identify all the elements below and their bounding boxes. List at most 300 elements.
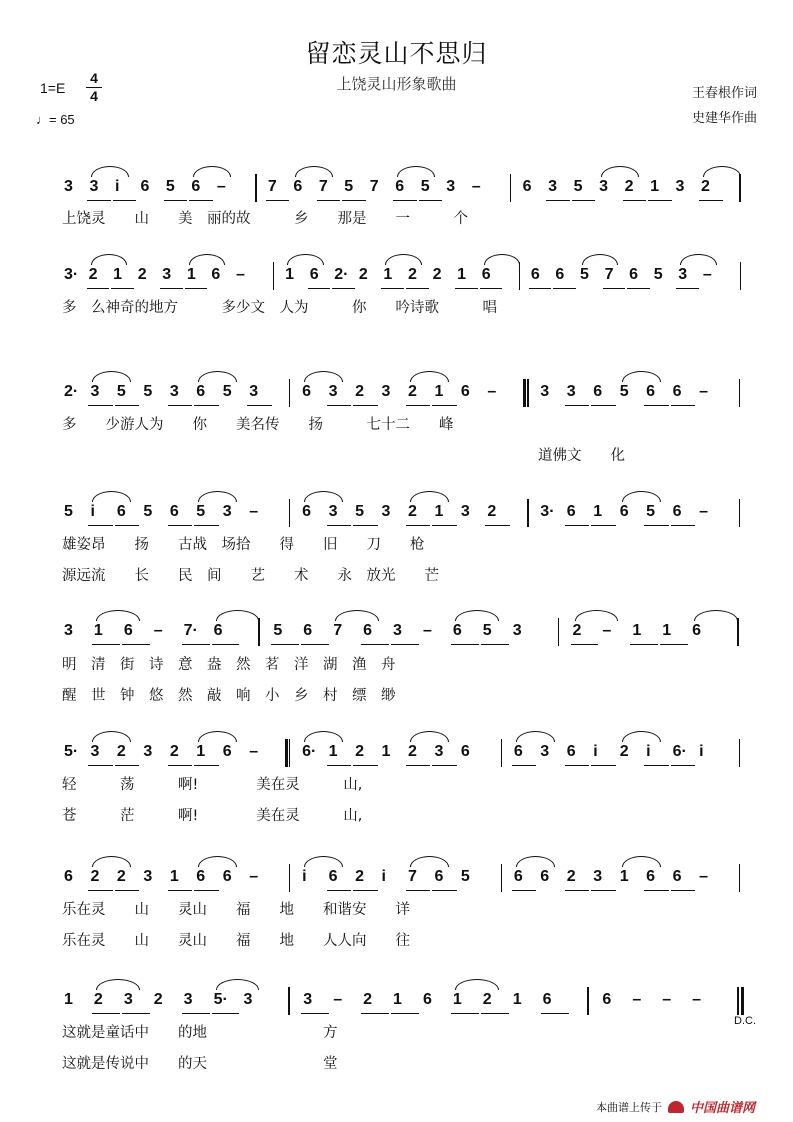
slur (410, 731, 449, 742)
barline (558, 618, 560, 646)
sustain-dash: – (699, 868, 708, 885)
beam (115, 405, 139, 406)
note: 5 (64, 503, 73, 520)
lyricist-credit: 王春根作词 (691, 86, 757, 101)
sustain-dash: – (422, 622, 432, 639)
barline (289, 864, 291, 892)
note: 6 (303, 622, 313, 639)
note: 3 (143, 868, 153, 885)
beam (111, 288, 134, 289)
beam (164, 200, 187, 201)
note: 6 (363, 622, 373, 639)
note: 1 (619, 868, 629, 885)
note: 6 (481, 266, 491, 283)
note: 6 (513, 868, 523, 885)
beam (660, 644, 688, 645)
beam (88, 525, 112, 526)
beam (432, 890, 456, 891)
beam (565, 765, 589, 766)
beam (212, 1013, 240, 1014)
beam (266, 200, 289, 201)
beam (603, 288, 626, 289)
note: 2 (487, 503, 497, 520)
slur (680, 254, 716, 265)
slur (622, 731, 661, 742)
note: 6 (593, 383, 603, 400)
beam (194, 765, 218, 766)
beam (451, 1013, 479, 1014)
beam (189, 200, 212, 201)
note: 5 (653, 266, 663, 283)
beam (361, 644, 389, 645)
note: 5 (619, 383, 629, 400)
beam (342, 200, 365, 201)
note: 5 (646, 503, 656, 520)
note: 6 (140, 178, 150, 195)
note: 6 (196, 868, 206, 885)
note: 3 (123, 991, 133, 1008)
note: 2 (169, 743, 179, 760)
beam (168, 405, 192, 406)
note: i (593, 743, 598, 760)
note: 6 (116, 503, 126, 520)
note: 1 (113, 266, 123, 283)
beam (391, 644, 419, 645)
note: 6 (64, 868, 73, 885)
beam (481, 1013, 509, 1014)
note: 2 (358, 266, 368, 283)
note: 3· (540, 503, 555, 520)
beam (406, 890, 430, 891)
beam (327, 525, 351, 526)
slur (92, 856, 131, 867)
beam (644, 890, 668, 891)
barline (289, 739, 291, 767)
sustain-dash: – (699, 383, 708, 400)
note: 6 (422, 991, 432, 1008)
beam (565, 405, 589, 406)
note: 6 (211, 266, 221, 283)
note: 2 (355, 868, 364, 885)
beam (317, 200, 340, 201)
beam (676, 288, 699, 289)
beam (451, 644, 479, 645)
note: 7 (369, 178, 379, 195)
sustain-dash: – (471, 178, 481, 195)
slur (575, 610, 619, 621)
note: 3 (222, 503, 232, 520)
note: 5 (482, 622, 492, 639)
beam (182, 1013, 210, 1014)
beam (87, 200, 110, 201)
slur (410, 491, 449, 502)
beam (115, 525, 139, 526)
sustain-dash: – (153, 622, 163, 639)
note: 2 (137, 266, 147, 283)
beam (512, 765, 536, 766)
beam (115, 765, 139, 766)
note: 5 (460, 868, 470, 885)
note: 3· (64, 266, 79, 283)
note: 2 (572, 622, 582, 639)
site-name: 中国曲谱网 (690, 1101, 756, 1116)
barline (288, 987, 290, 1015)
beam (194, 405, 218, 406)
note: 2· (64, 383, 79, 400)
slur (216, 979, 260, 990)
slur (601, 166, 639, 177)
beam (644, 405, 668, 406)
slur (484, 254, 520, 265)
beam (480, 288, 503, 289)
notation-row (0, 983, 793, 1023)
note: 3 (243, 991, 253, 1008)
beam (353, 525, 377, 526)
sustain-dash: – (662, 991, 672, 1008)
barline (527, 379, 529, 407)
note: 3 (90, 383, 100, 400)
beam (406, 525, 430, 526)
beam (212, 644, 240, 645)
note: 6 (542, 991, 552, 1008)
beam (194, 525, 218, 526)
beam (565, 890, 589, 891)
slur (91, 166, 129, 177)
note: 3 (381, 503, 391, 520)
note: 5 (420, 178, 430, 195)
slur (216, 610, 260, 621)
note: 6 (566, 503, 576, 520)
beam (591, 890, 615, 891)
slur (198, 371, 237, 382)
lyric-line: 苍 茫 啊! 美在灵 山, (62, 808, 363, 824)
beam (529, 288, 552, 289)
note: i (114, 178, 120, 195)
sustain-dash: – (702, 266, 712, 283)
lyric-line: 这就是童话中 的地 方 (62, 1025, 338, 1041)
note: 6 (293, 178, 303, 195)
note: 2 (88, 266, 98, 283)
note: 2 (408, 503, 417, 520)
lyric-line: 道佛文 化 (538, 448, 625, 464)
note: 2 (408, 266, 417, 283)
barline (273, 262, 275, 290)
note: 5· (213, 991, 228, 1008)
note: 3 (183, 991, 193, 1008)
beam (671, 890, 695, 891)
note: 3 (446, 178, 456, 195)
lyric-line: 醒 世 钟 悠 然 敲 响 小 乡 村 缥 缈 (62, 688, 396, 704)
note: 7 (267, 178, 277, 195)
slur (295, 166, 333, 177)
slur (703, 166, 741, 177)
note: 6· (672, 743, 687, 760)
slur (198, 731, 237, 742)
beam (168, 765, 192, 766)
beam (301, 644, 329, 645)
sustain-dash: – (487, 383, 497, 400)
note: 6 (522, 178, 532, 195)
beam (353, 405, 377, 406)
note: 6 (555, 266, 565, 283)
note: 1 (632, 622, 642, 639)
note: 6 (513, 743, 523, 760)
note: 6 (222, 868, 232, 885)
note: 2 (153, 991, 163, 1008)
slur (304, 491, 343, 502)
beam (512, 890, 536, 891)
beam (113, 200, 136, 201)
slur (189, 254, 225, 265)
beam (168, 890, 192, 891)
beam (381, 288, 404, 289)
beam (541, 1013, 569, 1014)
lyric-line: 上饶灵 山 美 丽的故 乡 那是 一 个 (62, 211, 468, 227)
note: 3 (162, 266, 172, 283)
note: 3 (675, 178, 685, 195)
slur (622, 856, 661, 867)
slur (455, 979, 499, 990)
beam (627, 288, 650, 289)
time-signature (86, 71, 102, 104)
note: 6 (672, 503, 682, 520)
note: 2 (408, 743, 417, 760)
note: 6 (460, 743, 470, 760)
slur (96, 610, 140, 621)
sustain-dash: – (632, 991, 642, 1008)
barline (501, 864, 503, 892)
footer-text: 本曲谱上传于 (596, 1100, 662, 1114)
barline (527, 499, 529, 527)
barline (739, 174, 741, 202)
note: 2 (355, 743, 364, 760)
slur (304, 371, 343, 382)
sustain-dash: – (249, 743, 259, 760)
note: 6 (672, 868, 682, 885)
lyric-line: 轻 荡 啊! 美在灵 山, (62, 777, 363, 793)
note: 5 (116, 383, 126, 400)
beam (88, 405, 112, 406)
beam (87, 288, 110, 289)
slur (198, 856, 237, 867)
slur (516, 856, 555, 867)
note: 2 (482, 991, 492, 1008)
beam (391, 1013, 419, 1014)
barline (739, 739, 741, 767)
note: 6 (602, 991, 612, 1008)
note: 6 (395, 178, 405, 195)
beam (122, 1013, 150, 1014)
barline (737, 618, 739, 646)
note: 2 (116, 743, 126, 760)
beam (419, 200, 442, 201)
note: 1 (196, 743, 206, 760)
slur (304, 856, 343, 867)
barline (739, 379, 741, 407)
note: 1 (457, 266, 467, 283)
note: 2 (90, 868, 100, 885)
slur (193, 166, 231, 177)
note: 5 (573, 178, 583, 195)
beam (327, 890, 351, 891)
composer-credit: 史建华作曲 (691, 111, 757, 126)
note: 6 (123, 622, 133, 639)
beam (393, 200, 416, 201)
note: 3 (169, 383, 179, 400)
note: 2 (93, 991, 103, 1008)
note: 3 (512, 622, 522, 639)
beam (88, 765, 112, 766)
beam (481, 644, 509, 645)
note: 1 (452, 991, 462, 1008)
beam (406, 765, 430, 766)
note: 5 (222, 383, 232, 400)
barline (519, 262, 521, 290)
sustain-dash: – (699, 503, 708, 520)
sustain-dash: – (216, 178, 226, 195)
beam (644, 765, 668, 766)
note: 6 (213, 622, 223, 639)
note: 5 (273, 622, 283, 639)
beam (185, 288, 208, 289)
beam (122, 644, 150, 645)
song-subtitle: 上饶灵山形象歌曲 (336, 75, 457, 93)
beam (406, 405, 430, 406)
note: 6 (302, 503, 312, 520)
beam (699, 200, 722, 201)
sustain-dash: – (236, 266, 245, 283)
note: 2 (408, 383, 417, 400)
note: 6 (196, 383, 206, 400)
note: 6 (309, 266, 319, 283)
note: 6 (222, 743, 232, 760)
note: 6 (328, 868, 338, 885)
beam (301, 1013, 329, 1014)
note: 2 (363, 991, 373, 1008)
time-signature-top: 4 (90, 70, 98, 86)
note: 3 (434, 743, 444, 760)
site-logo-icon (668, 1101, 684, 1113)
note: 7 (604, 266, 614, 283)
beam (115, 890, 139, 891)
beam (630, 644, 658, 645)
beam (591, 405, 615, 406)
note: 3 (249, 383, 259, 400)
beam (485, 525, 509, 526)
note: 3 (460, 503, 470, 520)
note: 1 (186, 266, 196, 283)
note: 3 (540, 743, 550, 760)
slur (410, 371, 449, 382)
beam (671, 405, 695, 406)
beam (623, 200, 646, 201)
beam (194, 890, 218, 891)
note: 6 (452, 622, 462, 639)
lyric-line: 明 清 街 诗 意 盎 然 茗 洋 湖 渔 舟 (62, 657, 396, 673)
footer (596, 1097, 755, 1116)
beam (308, 288, 331, 289)
beam (644, 525, 668, 526)
beam (353, 765, 377, 766)
note: 6 (646, 383, 656, 400)
beam (353, 890, 377, 891)
barline (739, 864, 741, 892)
beam (571, 644, 599, 645)
note: 1 (434, 503, 444, 520)
lyric-line: 多 么神奇的地方 多少文 人为 你 吟诗歌 唱 (62, 300, 497, 316)
barline (587, 987, 589, 1015)
note: 6· (302, 743, 317, 760)
slur (92, 731, 131, 742)
note: 5 (143, 383, 153, 400)
slur (516, 731, 555, 742)
barline (501, 739, 503, 767)
note: 3 (328, 383, 338, 400)
note: 6 (169, 503, 179, 520)
slur (385, 254, 421, 265)
beam (92, 644, 120, 645)
slur (455, 610, 499, 621)
notation-row (0, 614, 793, 654)
note: 3 (678, 266, 688, 283)
note: 6 (629, 266, 639, 283)
note: 3 (566, 383, 576, 400)
barline (739, 499, 741, 527)
note: 5 (580, 266, 589, 283)
beam (671, 525, 695, 526)
lyric-line: 源远流 长 民 间 艺 术 永 放光 芒 (62, 568, 439, 584)
notation-row (0, 170, 793, 210)
lyric-line: 多 少游人为 你 美名传 扬 七十二 峰 (62, 417, 454, 433)
sustain-dash: – (602, 622, 612, 639)
note: 3 (548, 178, 558, 195)
note: 7 (318, 178, 328, 195)
slur (335, 610, 379, 621)
note: 1 (328, 743, 338, 760)
beam (432, 765, 456, 766)
da-capo-mark: D.C. (734, 1015, 756, 1027)
barline (510, 174, 512, 202)
note: 6 (692, 622, 702, 639)
beam (168, 525, 192, 526)
note: 1 (285, 266, 295, 283)
slur (582, 254, 618, 265)
slur (92, 491, 131, 502)
slur (91, 254, 127, 265)
beam (591, 525, 615, 526)
note: 3 (593, 868, 603, 885)
note: 1 (650, 178, 659, 195)
note: 7· (183, 622, 198, 639)
note: 1 (64, 991, 73, 1008)
beam (92, 1013, 120, 1014)
note: i (381, 868, 386, 885)
beam (553, 288, 576, 289)
lyric-line: 这就是传说中 的天 堂 (62, 1056, 338, 1072)
beam (572, 200, 595, 201)
note: 2 (624, 178, 634, 195)
beam (88, 890, 112, 891)
note: 3 (540, 383, 550, 400)
note: i (646, 743, 651, 760)
lyric-line: 乐在灵 山 灵山 福 地 人人向 往 (62, 933, 410, 949)
barline (289, 379, 291, 407)
repeat-barline (741, 987, 744, 1015)
note: 1 (662, 622, 672, 639)
note: 1 (169, 868, 179, 885)
notation-row (0, 495, 793, 535)
beam (565, 525, 589, 526)
